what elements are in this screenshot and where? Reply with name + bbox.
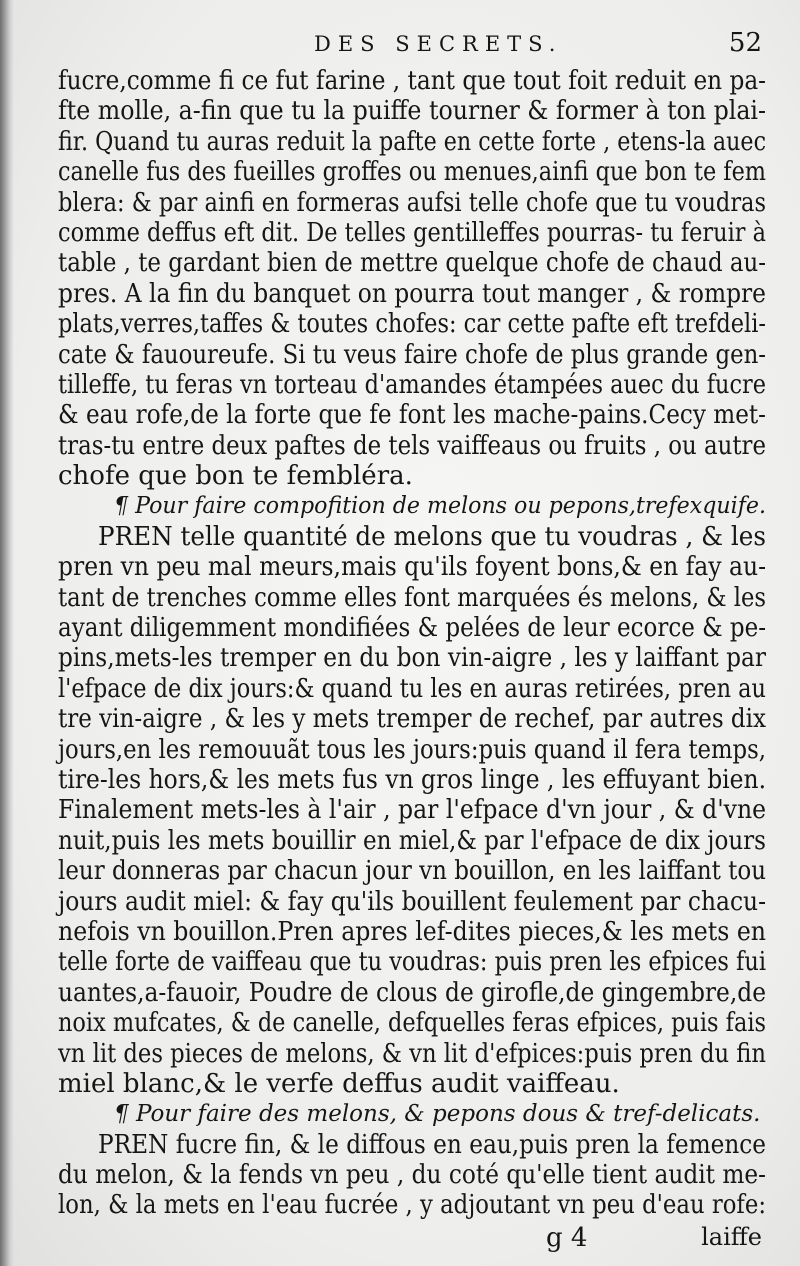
text-line: table , te gardant bien de mettre quelque chofe de chaud au- bbox=[58, 248, 766, 279]
text-line: cate & fauoureufe. Si tu veus faire chofe de plus grande gen- bbox=[58, 339, 766, 370]
text-line: plats,verres,taffes & toutes chofes: car cette pafte eft trefdeli- bbox=[58, 309, 766, 340]
text-line: tras-tu entre deux paftes de tels vaiffeaus ou fruits , ou autre bbox=[58, 430, 766, 461]
text-line: chofe que bon te fembléra. bbox=[58, 461, 413, 492]
text-line: PREN telle quantité de melons que tu voudras , & les bbox=[98, 521, 766, 552]
text-line: fte molle, a-fin que tu la puiffe tourner & former à ton plai- bbox=[58, 96, 766, 127]
text-line: lon, & la mets en l'eau fucrée , y adjoutant vn peu d'eau rofe: bbox=[58, 1190, 766, 1221]
text-line: fucre,comme fi ce fut farine , tant que tout foit reduit en pa- bbox=[58, 66, 766, 96]
text-line: du melon, & la fends vn peu , du coté qu'elle tient audit me- bbox=[58, 1160, 766, 1191]
body-paragraph bbox=[58, 66, 766, 491]
text-line: leur donneras par chacun jour vn bouillon, en les laiffant tou bbox=[58, 856, 766, 887]
text-line: tre vin-aigre , & les y mets tremper de rechef, par autres dix bbox=[58, 704, 766, 735]
section-heading: ¶ Pour faire des melons, & pepons dous & tref-delicats. bbox=[114, 1101, 761, 1128]
text-line: noix mufcates, & de canelle, defquelles feras efpices, puis fais bbox=[58, 1008, 766, 1039]
recipe-paragraph bbox=[58, 522, 766, 1099]
page-footer bbox=[58, 1223, 766, 1257]
signature-mark: g 4 bbox=[546, 1222, 588, 1253]
recipe-paragraph bbox=[58, 1130, 766, 1221]
text-line: l'efpace de dix jours:& quand tu les en auras retirées, pren au bbox=[58, 673, 766, 704]
text-line: jours,en les remouuãt tous les jours:puis quand il fera temps, bbox=[58, 734, 766, 765]
text-line: pres. A la fin du banquet on pourra tout manger , & rompre bbox=[58, 278, 766, 309]
text-line: ayant diligemment mondifiées & pelées de leur ecorce & pe- bbox=[58, 613, 766, 644]
running-head bbox=[58, 28, 766, 66]
text-line: miel blanc,& le verfe deffus audit vaiffeau. bbox=[58, 1068, 620, 1099]
text-line: pren vn peu mal meurs,mais qu'ils foyent bons,& en fay au- bbox=[58, 552, 766, 583]
text-line: Finalement mets-les à l'air , par l'efpace d'vn jour , & d'vne bbox=[58, 795, 766, 826]
binding-shadow bbox=[0, 0, 14, 1266]
text-line: fir. Quand tu auras reduit la pafte en cette forte , etens-la auec bbox=[58, 126, 766, 157]
text-line: telle forte de vaiffeau que tu voudras: puis pren les efpices fui bbox=[58, 947, 766, 978]
text-line: tilleffe, tu feras vn torteau d'amandes étampées auec du fucre bbox=[58, 369, 766, 400]
text-line: nefois vn bouillon.Pren apres lef-dites pieces,& les mets en bbox=[58, 916, 766, 947]
text-line: & eau rofe,de la forte que fe font les mache-pains.Cecy met- bbox=[58, 400, 766, 431]
text-block bbox=[58, 28, 766, 1257]
text-line: vn lit des pieces de melons, & vn lit d'efpices:puis pren du fin bbox=[58, 1038, 766, 1069]
text-line: tant de trenches comme elles font marquées és melons, & les bbox=[58, 582, 766, 613]
catchword: laiffe bbox=[701, 1222, 762, 1251]
text-line: pins,mets-les tremper en du bon vin-aigre , les y laiffant par bbox=[58, 643, 766, 674]
text-line: uantes,a-fauoir, Poudre de clous de girofle,de gingembre,de bbox=[58, 977, 766, 1008]
section-heading: ¶ Pour faire compofition de melons ou pepons,trefexquife. bbox=[114, 493, 766, 520]
page-number: 52 bbox=[728, 28, 762, 58]
text-line: blera: & par ainfi en formeras aufsi telle chofe que tu voudras bbox=[58, 187, 766, 218]
text-line: jours audit miel: & fay qu'ils bouillent feulement par chacu- bbox=[58, 886, 766, 917]
text-line: nuit,puis les mets bouillir en miel,& par l'efpace de dix jours bbox=[58, 825, 766, 856]
running-title: DES SECRETS. bbox=[314, 32, 563, 56]
text-line: canelle fus des fueilles groffes ou menues,ainfi que bon te fem bbox=[58, 157, 766, 188]
text-line: comme deffus eft dit. De telles gentilleffes pourras- tu feruir à bbox=[58, 217, 766, 248]
text-line: PREN fucre fin, & le diffous en eau,puis pren la femence bbox=[98, 1129, 766, 1160]
text-line: tire-les hors,& les mets fus vn gros linge , les effuyant bien. bbox=[58, 764, 766, 795]
